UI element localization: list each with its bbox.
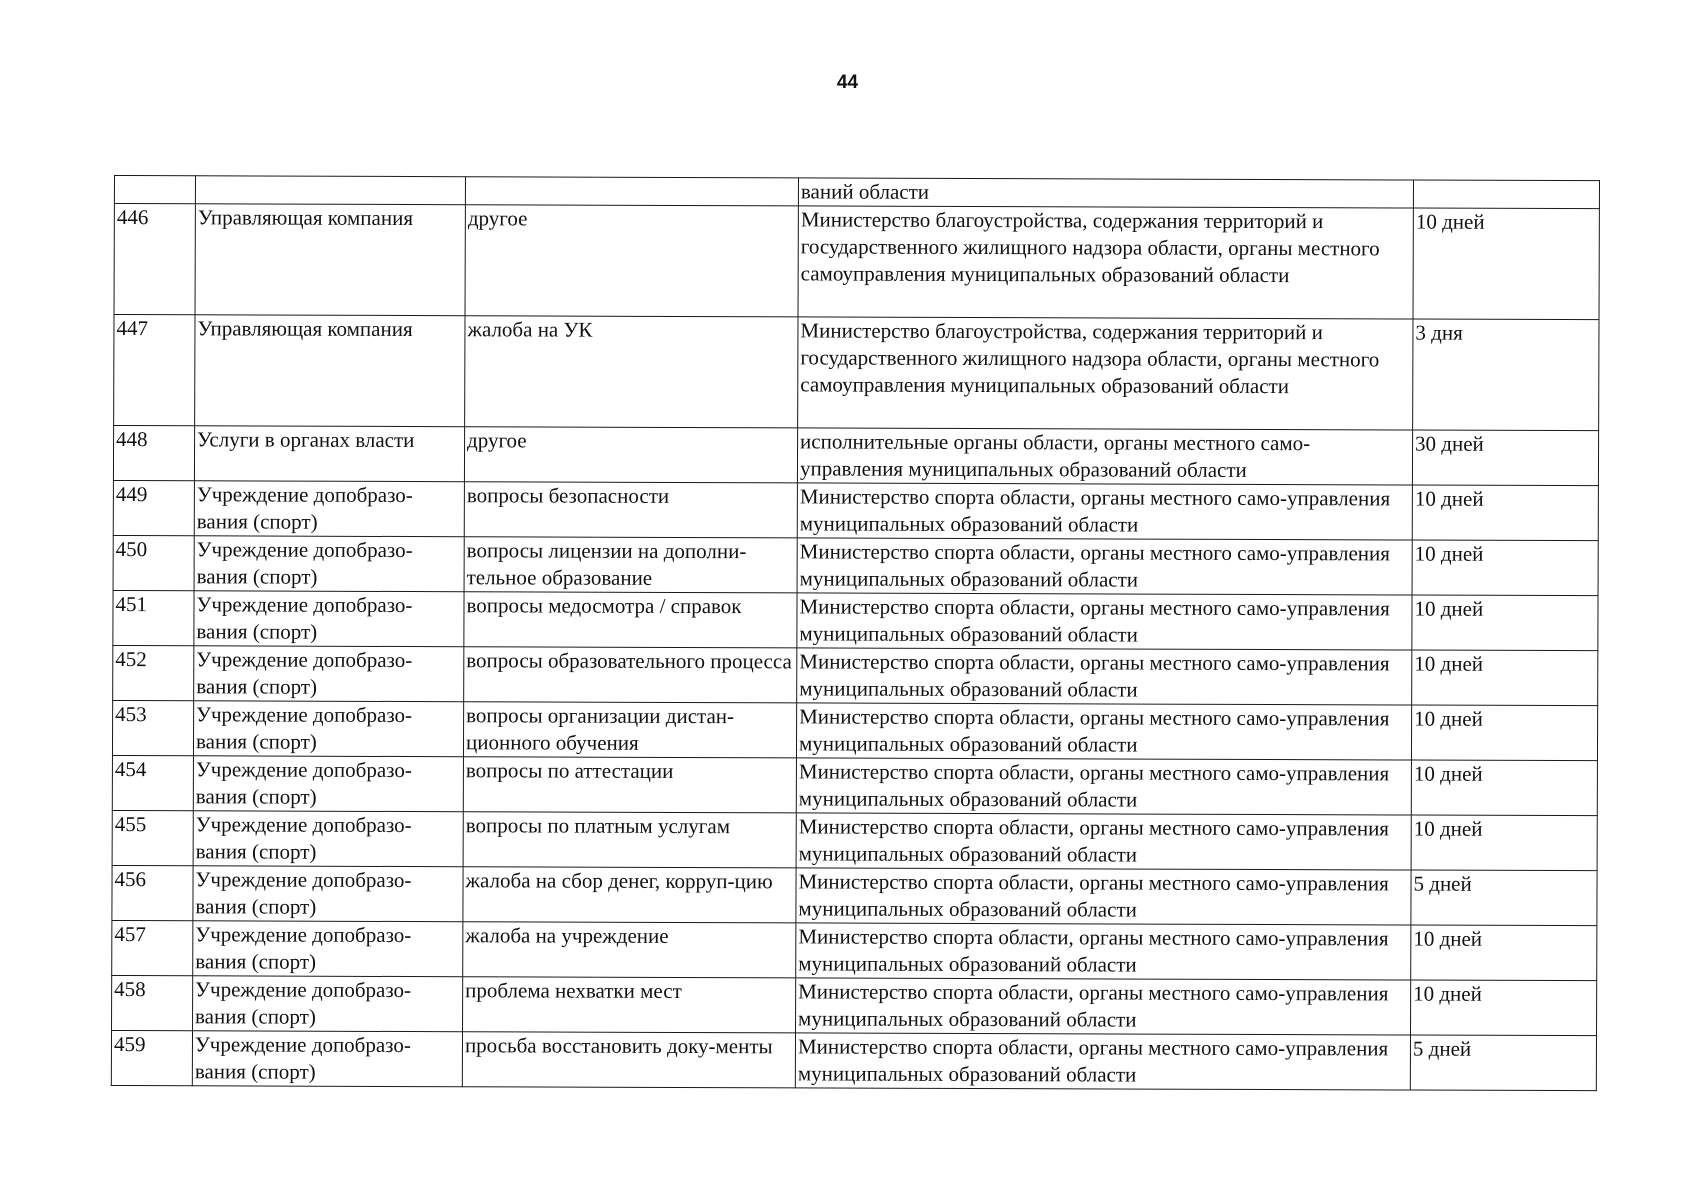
row-number: 453 [112,700,193,755]
subtopic-cell: вопросы медосмотра / справок [464,592,797,648]
row-number: 450 [113,535,194,590]
category-cell: Управляющая компания [195,315,465,427]
table-row [113,480,1598,540]
organ-cell: Министерство спорта области, органы местного само-управления муниципальных образований области [796,923,1411,980]
table-row [111,1030,1596,1090]
term-cell: 10 дней [1413,208,1599,320]
subtopic-cell: вопросы лицензии на дополни-тельное образование [464,537,797,593]
category-cell: Учреждение допобразо-вания (спорт) [193,866,463,922]
table-row [112,865,1597,925]
term-cell: 10 дней [1411,815,1597,871]
subtopic-cell: другое [464,427,797,483]
subtopic-cell: жалоба на сбор денег, корруп-цию [463,867,796,923]
row-number: 449 [113,480,194,535]
term-cell: 10 дней [1411,925,1597,981]
row-number: 455 [112,810,193,865]
term-cell: 5 дней [1411,870,1597,926]
row-number: 458 [112,975,193,1030]
table-row [112,975,1597,1035]
row-number: 448 [113,426,194,481]
table-cell: ваний области [798,178,1413,208]
subtopic-cell: вопросы по аттестации [463,757,796,813]
table-row [114,315,1599,431]
organ-cell: Министерство спорта области, органы местного само-управления муниципальных образований области [797,483,1412,540]
subtopic-cell: вопросы по платным услугам [463,812,796,868]
table-cell [1413,180,1599,209]
category-cell: Учреждение допобразо-вания (спорт) [192,1031,462,1087]
table-row [112,755,1597,815]
table-row [112,700,1597,760]
table-cell [465,177,798,206]
category-cell: Управляющая компания [195,204,465,316]
row-number: 456 [112,865,193,920]
table-cell [114,176,195,204]
table-row [113,590,1598,650]
subtopic-cell: вопросы организации дистан-ционного обучения [463,702,796,758]
term-cell: 10 дней [1412,485,1598,541]
row-number: 446 [114,204,195,315]
table-row [113,426,1598,486]
term-cell: 30 дней [1412,430,1598,486]
category-cell: Учреждение допобразо-вания (спорт) [193,811,463,867]
term-cell: 5 дней [1410,1035,1596,1091]
row-number: 451 [113,590,194,645]
row-number: 447 [114,315,195,426]
organ-cell: Министерство спорта области, органы местного само-управления муниципальных образований области [797,538,1412,595]
category-cell: Учреждение допобразо-вания (спорт) [193,976,463,1032]
subtopic-cell: жалоба на учреждение [463,922,796,978]
row-number: 457 [112,920,193,975]
organ-cell: Министерство благоустройства, содержания территорий и государственного жилищного надзора области, органы местного самоуправления муниципальных образований области [798,317,1413,430]
table-row [113,645,1598,705]
category-cell: Учреждение допобразо-вания (спорт) [194,646,464,702]
row-number: 459 [111,1030,192,1085]
category-cell: Учреждение допобразо-вания (спорт) [194,536,464,592]
subtopic-cell: проблема нехватки мест [463,977,796,1033]
row-number: 452 [113,645,194,700]
organ-cell: Министерство спорта области, органы местного само-управления муниципальных образований области [797,648,1412,705]
organ-cell: Министерство спорта области, органы местного само-управления муниципальных образований области [796,703,1411,760]
organ-cell: Министерство спорта области, органы местного само-управления муниципальных образований области [795,1033,1410,1090]
table-row [114,204,1599,320]
term-cell: 10 дней [1411,705,1597,761]
table-row [112,920,1597,980]
term-cell: 10 дней [1412,595,1598,651]
organ-cell: исполнительные органы области, органы местного само-управления муниципальных образований области [797,428,1412,485]
organ-cell: Министерство спорта области, органы местного само-управления муниципальных образований области [796,813,1411,870]
row-number: 454 [112,755,193,810]
category-cell: Учреждение допобразо-вания (спорт) [194,591,464,647]
category-cell: Учреждение допобразо-вания (спорт) [194,481,464,537]
category-cell: Учреждение допобразо-вания (спорт) [193,756,463,812]
organ-cell: Министерство спорта области, органы местного само-управления муниципальных образований области [796,868,1411,925]
organ-cell: Министерство спорта области, органы местного само-управления муниципальных образований области [796,758,1411,815]
subtopic-cell: другое [465,205,798,317]
table-row [113,535,1598,595]
term-cell: 10 дней [1412,650,1598,706]
organ-cell: Министерство благоустройства, содержания территорий и государственного жилищного надзора области, органы местного самоуправления муниципальных образований области [798,206,1413,319]
category-cell: Учреждение допобразо-вания (спорт) [193,921,463,977]
term-cell: 10 дней [1412,540,1598,596]
subtopic-cell: просьба восстановить доку-менты [462,1032,795,1088]
subtopic-cell: вопросы образовательного процесса [464,647,797,703]
registry-table [111,175,1600,1091]
category-cell: Учреждение допобразо-вания (спорт) [193,701,463,757]
subtopic-cell: вопросы безопасности [464,482,797,538]
term-cell: 3 дня [1413,319,1599,431]
subtopic-cell: жалоба на УК [465,316,798,428]
category-cell: Услуги в органах власти [194,426,464,482]
organ-cell: Министерство спорта области, органы местного само-управления муниципальных образований области [797,593,1412,650]
term-cell: 10 дней [1411,980,1597,1036]
table-row [112,810,1597,870]
table-cell [195,176,465,205]
term-cell: 10 дней [1411,760,1597,816]
page-number: 44 [836,72,859,93]
organ-cell: Министерство спорта области, органы местного само-управления муниципальных образований области [796,978,1411,1035]
registry-table-body [111,176,1599,1091]
